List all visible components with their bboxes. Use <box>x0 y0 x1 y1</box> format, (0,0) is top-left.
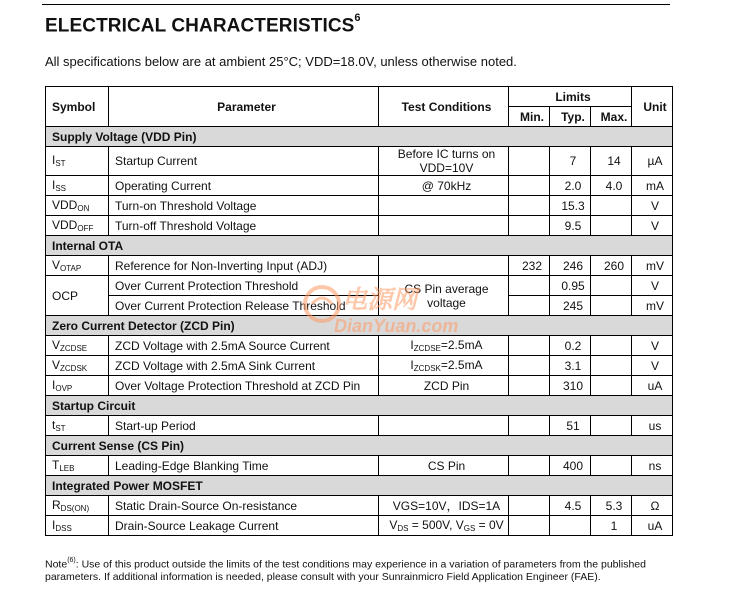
typ-cell <box>550 516 591 536</box>
table-row <box>46 416 673 436</box>
parameter-cell: Over Current Protection Release Threshold <box>109 296 379 316</box>
condition-cell <box>379 196 509 216</box>
symbol-cell: VDDON <box>46 196 109 216</box>
table-row <box>46 196 673 216</box>
max-cell <box>591 296 632 316</box>
condition-cell <box>379 216 509 236</box>
parameter-cell: Turn-off Threshold Voltage <box>109 216 379 236</box>
unit-cell: V <box>632 336 673 356</box>
condition-cell: IZCDSE=2.5mA <box>379 336 509 356</box>
unit-cell: us <box>632 416 673 436</box>
section-cs: Current Sense (CS Pin) <box>46 436 673 456</box>
unit-cell: uA <box>632 376 673 396</box>
max-cell <box>591 416 632 436</box>
table-row <box>46 376 673 396</box>
section-row <box>46 476 673 496</box>
condition-cell: IZCDSK=2.5mA <box>379 356 509 376</box>
section-ota: Internal OTA <box>46 236 673 256</box>
section-row <box>46 316 673 336</box>
typ-cell: 310 <box>550 376 591 396</box>
header-unit: Unit <box>632 87 673 127</box>
top-rule <box>42 4 670 5</box>
typ-cell: 3.1 <box>550 356 591 376</box>
section-row <box>46 396 673 416</box>
symbol-cell: RDS(ON) <box>46 496 109 516</box>
header-parameter: Parameter <box>109 87 379 127</box>
max-cell <box>591 336 632 356</box>
section-supply: Supply Voltage (VDD Pin) <box>46 127 673 147</box>
min-cell: 232 <box>509 256 550 276</box>
header-row <box>46 87 673 107</box>
max-cell: 4.0 <box>591 176 632 196</box>
typ-cell: 15.3 <box>550 196 591 216</box>
parameter-cell: Over Current Protection Threshold <box>109 276 379 296</box>
table-row <box>46 496 673 516</box>
min-cell <box>509 416 550 436</box>
table-row <box>46 176 673 196</box>
table-row <box>46 256 673 276</box>
condition-cell: Before IC turns on VDD=10V <box>379 147 509 176</box>
parameter-cell: Start-up Period <box>109 416 379 436</box>
min-cell <box>509 216 550 236</box>
max-cell: 5.3 <box>591 496 632 516</box>
typ-cell: 4.5 <box>550 496 591 516</box>
unit-cell: uA <box>632 516 673 536</box>
min-cell <box>509 276 550 296</box>
symbol-cell: IDSS <box>46 516 109 536</box>
condition-cell <box>379 416 509 436</box>
max-cell <box>591 456 632 476</box>
section-mosfet: Integrated Power MOSFET <box>46 476 673 496</box>
typ-cell: 0.95 <box>550 276 591 296</box>
section-row <box>46 127 673 147</box>
section-row <box>46 436 673 456</box>
section-row <box>46 236 673 256</box>
header-symbol: Symbol <box>46 87 109 127</box>
min-cell <box>509 456 550 476</box>
unit-cell: µA <box>632 147 673 176</box>
min-cell <box>509 296 550 316</box>
parameter-cell: Startup Current <box>109 147 379 176</box>
header-typ: Typ. <box>550 107 591 127</box>
max-cell <box>591 376 632 396</box>
symbol-cell: TLEB <box>46 456 109 476</box>
max-cell <box>591 356 632 376</box>
symbol-cell: VZCDSE <box>46 336 109 356</box>
electrical-characteristics-table <box>45 86 673 536</box>
min-cell <box>509 496 550 516</box>
symbol-cell: VOTAP <box>46 256 109 276</box>
max-cell <box>591 196 632 216</box>
unit-cell: V <box>632 196 673 216</box>
condition-cell: @ 70kHz <box>379 176 509 196</box>
condition-cell: ZCD Pin <box>379 376 509 396</box>
symbol-cell: tST <box>46 416 109 436</box>
unit-cell: Ω <box>632 496 673 516</box>
table-row <box>46 456 673 476</box>
table-row <box>46 296 673 316</box>
watermark-en: DianYuan.com <box>334 316 459 336</box>
parameter-cell: Leading-Edge Blanking Time <box>109 456 379 476</box>
condition-cell: VDS = 500V, VGS = 0V <box>379 516 509 536</box>
max-cell: 14 <box>591 147 632 176</box>
table-row <box>46 516 673 536</box>
parameter-cell: Drain-Source Leakage Current <box>109 516 379 536</box>
symbol-cell: IOVP <box>46 376 109 396</box>
section-startup: Startup Circuit <box>46 396 673 416</box>
parameter-cell: Over Voltage Protection Threshold at ZCD Pin <box>109 376 379 396</box>
symbol-cell: OCP <box>46 276 109 316</box>
section-zcd: Zero Current Detector (ZCD Pin) <box>46 316 673 336</box>
unit-cell: V <box>632 356 673 376</box>
parameter-cell: Reference for Non-Inverting Input (ADJ) <box>109 256 379 276</box>
table-row <box>46 356 673 376</box>
page-title: ELECTRICAL CHARACTERISTICS$^6$ <box>45 12 361 37</box>
condition-cell: CS Pin <box>379 456 509 476</box>
table-row <box>46 336 673 356</box>
min-cell <box>509 196 550 216</box>
table-row <box>46 216 673 236</box>
min-cell <box>509 356 550 376</box>
max-cell <box>591 216 632 236</box>
symbol-cell: IST <box>46 147 109 176</box>
typ-cell: 400 <box>550 456 591 476</box>
unit-cell: mV <box>632 256 673 276</box>
condition-cell: CS Pin average voltage <box>379 276 509 316</box>
min-cell <box>509 147 550 176</box>
table-row <box>46 147 673 176</box>
table-row <box>46 276 673 296</box>
unit-cell: mV <box>632 296 673 316</box>
unit-cell: V <box>632 216 673 236</box>
typ-cell: 9.5 <box>550 216 591 236</box>
typ-cell: 245 <box>550 296 591 316</box>
page-subtitle: All specifications below are at ambient 25°C; VDD=18.0V, unless otherwise noted. <box>45 54 517 69</box>
watermark-cn: 电源网 <box>342 286 418 314</box>
header-limits: Limits <box>509 87 632 107</box>
max-cell: 1 <box>591 516 632 536</box>
header-min: Min. <box>509 107 550 127</box>
unit-cell: V <box>632 276 673 296</box>
unit-cell: ns <box>632 456 673 476</box>
unit-cell: mA <box>632 176 673 196</box>
typ-cell: 2.0 <box>550 176 591 196</box>
symbol-cell: VDDOFF <box>46 216 109 236</box>
typ-cell: 7 <box>550 147 591 176</box>
min-cell <box>509 376 550 396</box>
header-conditions: Test Conditions <box>379 87 509 127</box>
parameter-cell: Operating Current <box>109 176 379 196</box>
condition-cell: VGS=10V，IDS=1A <box>379 496 509 516</box>
parameter-cell: ZCD Voltage with 2.5mA Sink Current <box>109 356 379 376</box>
parameter-cell: ZCD Voltage with 2.5mA Source Current <box>109 336 379 356</box>
typ-cell: 246 <box>550 256 591 276</box>
symbol-cell: ISS <box>46 176 109 196</box>
min-cell <box>509 516 550 536</box>
min-cell <box>509 176 550 196</box>
header-max: Max. <box>591 107 632 127</box>
parameter-cell: Static Drain-Source On-resistance <box>109 496 379 516</box>
condition-cell <box>379 256 509 276</box>
max-cell: 260 <box>591 256 632 276</box>
title-footnote-ref: 6 <box>354 12 361 24</box>
min-cell <box>509 336 550 356</box>
symbol-cell: VZCDSK <box>46 356 109 376</box>
footnote: Note$^{(6)}$: Use of this product outside the limits of the test conditions may experience in a variation of parameters from the published parameters. If additional information is needed, please consult with your Sunrainmicro Field Application Engineer (FAE). <box>45 557 646 583</box>
typ-cell: 51 <box>550 416 591 436</box>
typ-cell: 0.2 <box>550 336 591 356</box>
max-cell <box>591 276 632 296</box>
parameter-cell: Turn-on Threshold Voltage <box>109 196 379 216</box>
